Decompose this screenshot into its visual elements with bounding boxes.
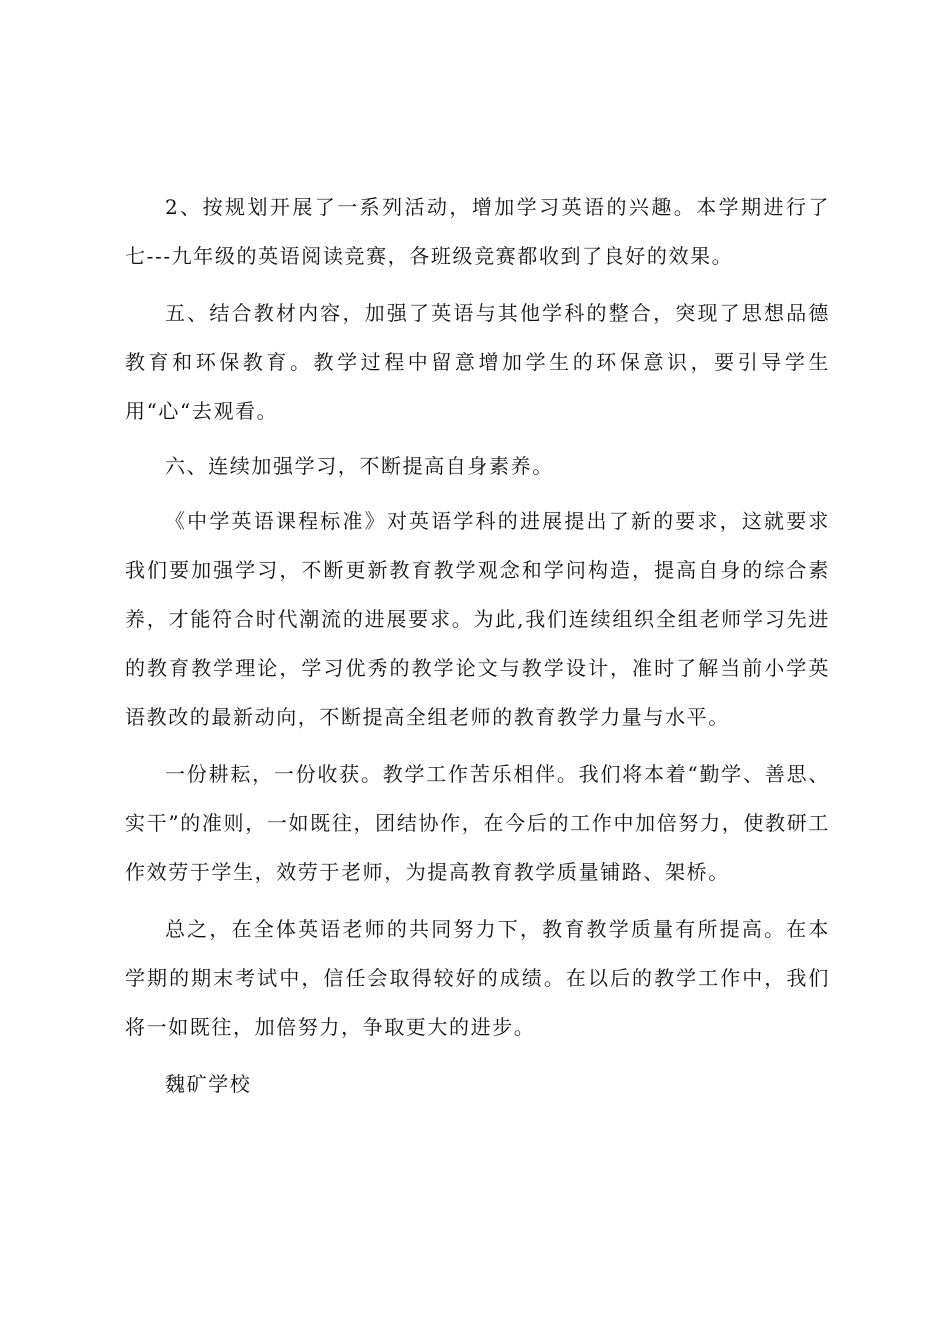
paragraph-moral-education: 五、结合教材内容，加强了英语与其他学科的整合，突现了思想品德教育和环保教育。教学过程中留意增加学生的环保意识，要引导学生用“心“去观看。: [125, 301, 830, 423]
paragraph-summary: 总之，在全体英语老师的共同努力下，教育教学质量有所提高。在本学期的期末考试中，信任会取得较好的成绩。在以后的教学工作中，我们将一如既往，加倍努力，争取更大的进步。: [125, 917, 830, 1039]
paragraph-curriculum-standard: 《中学英语课程标准》对英语学科的进展提出了新的要求，这就要求我们要加强学习，不断更新教育教学观念和学问构造，提高自身的综合素养，才能符合时代潮流的进展要求。为此,我们连续组织全组老师学习先进的教育教学理论，学习优秀的教学论文与教学设计，准时了解当前小学英语教改的最新动向，不断提高全组老师的教育教学力量与水平。: [125, 509, 830, 729]
paragraph-activities: 2、按规划开展了一系列活动，增加学习英语的兴趣。本学期进行了七---九年级的英语阅读竞赛，各班级竞赛都收到了良好的效果。: [125, 195, 830, 268]
paragraph-continuous-learning: 六、连续加强学习，不断提高自身素养。: [165, 454, 554, 478]
document-body: [125, 183, 830, 1109]
paragraph-harvest: 一份耕耘，一份收获。教学工作苦乐相伴。我们将本着“勤学、善思、实干”的准则，一如既往，团结协作，在今后的工作中加倍努力，使教研工作效劳于学生，效劳于老师，为提高教育教学质量铺路、架桥。: [125, 762, 830, 884]
school-signature: 魏矿学校: [165, 1072, 252, 1096]
